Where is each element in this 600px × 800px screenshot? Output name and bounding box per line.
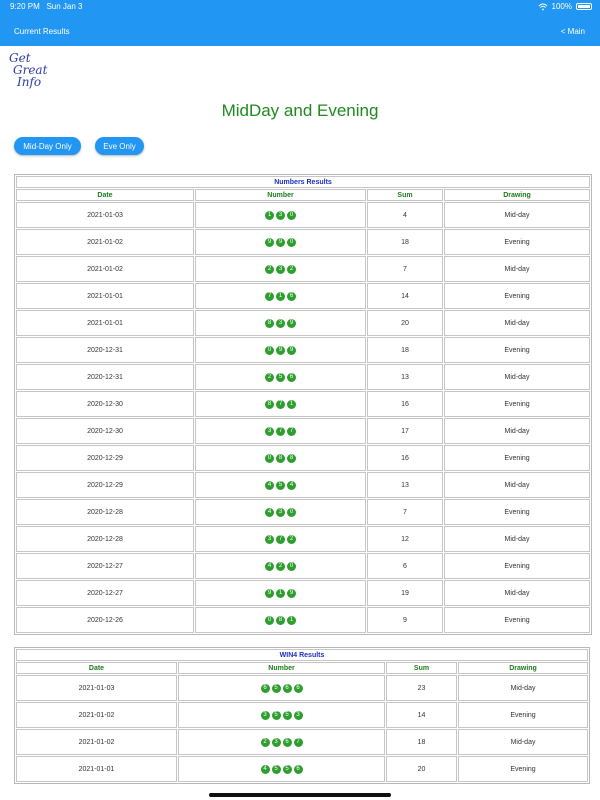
row-drawing: Mid-day [444,202,590,228]
row-sum: 13 [367,472,443,498]
row-date: 2021-01-01 [16,283,194,309]
row-drawing: Mid-day [458,675,588,701]
row-number [195,310,366,336]
row-number [195,418,366,444]
status-date: Sun Jan 3 [46,2,83,11]
row-date: 2021-01-02 [16,229,194,255]
number-ball: 7 [265,292,274,301]
table-row [16,391,590,417]
number-ball: 9 [287,589,296,598]
row-drawing: Mid-day [458,729,588,755]
logo-line-1: Get [9,51,31,65]
row-number [195,256,366,282]
number-ball: 3 [294,711,303,720]
number-ball: 6 [261,684,270,693]
row-sum: 16 [367,391,443,417]
table-row [16,364,590,390]
logo-line-2: Great [13,63,48,77]
number-ball: 4 [265,562,274,571]
row-number [195,337,366,363]
table-row [16,418,590,444]
home-indicator [209,793,391,797]
row-drawing: Evening [444,229,590,255]
table-row [16,472,590,498]
number-ball: 1 [276,589,285,598]
number-ball: 9 [265,589,274,598]
number-ball: 3 [265,427,274,436]
table-row [16,607,590,633]
table-row [16,499,590,525]
number-ball: 5 [272,684,281,693]
table-row [16,756,588,782]
row-date: 2021-01-01 [16,756,177,782]
number-ball: 5 [272,711,281,720]
status-right [538,2,592,11]
win4-results-table [14,647,590,784]
number-ball: 3 [265,535,274,544]
number-ball: 2 [287,535,296,544]
row-date: 2020-12-31 [16,364,194,390]
row-sum: 14 [367,283,443,309]
row-number [195,499,366,525]
number-ball: 3 [276,265,285,274]
row-date: 2021-01-02 [16,256,194,282]
number-ball: 2 [287,265,296,274]
table-row [16,229,590,255]
row-drawing: Evening [444,391,590,417]
row-number [178,729,385,755]
col-header-sum: Sum [367,189,443,201]
wifi-icon [538,3,548,11]
row-drawing: Mid-day [444,310,590,336]
number-ball: 2 [265,265,274,274]
row-date: 2020-12-29 [16,472,194,498]
row-drawing: Mid-day [444,580,590,606]
row-number [195,391,366,417]
row-drawing: Evening [458,702,588,728]
number-ball: 2 [265,373,274,382]
row-number [178,756,385,782]
row-drawing: Mid-day [444,364,590,390]
status-time-value: 9:20 PM [10,2,40,11]
battery-icon [576,3,592,10]
number-ball: 7 [276,535,285,544]
table-row [16,675,588,701]
row-number [195,445,366,471]
row-sum: 6 [367,553,443,579]
col-header-drawing: Drawing [458,662,588,674]
col-header-date: Date [16,662,177,674]
row-sum: 4 [367,202,443,228]
row-drawing: Mid-day [444,526,590,552]
number-ball: 6 [287,292,296,301]
row-drawing: Evening [444,607,590,633]
table-row [16,202,590,228]
table-row [16,445,590,471]
number-ball: 2 [261,738,270,747]
table-row [16,283,590,309]
row-number [195,580,366,606]
number-ball: 8 [276,616,285,625]
row-sum: 17 [367,418,443,444]
row-number [195,526,366,552]
nav-title: Current Results [14,27,70,36]
win4-caption: WIN4 Results [16,649,588,661]
col-header-sum: Sum [386,662,457,674]
row-number [178,675,385,701]
row-drawing: Evening [444,553,590,579]
number-ball: 1 [265,211,274,220]
number-ball: 7 [276,400,285,409]
table-row [16,580,590,606]
row-drawing: Mid-day [444,472,590,498]
number-ball: 9 [265,238,274,247]
table-row [16,337,590,363]
number-ball: 8 [287,454,296,463]
row-date: 2020-12-27 [16,580,194,606]
row-drawing: Evening [444,283,590,309]
row-drawing: Evening [458,756,588,782]
number-ball: 7 [294,738,303,747]
battery-percent: 100% [551,2,572,11]
number-ball: 5 [272,765,281,774]
row-date: 2020-12-28 [16,526,194,552]
logo-line-3: Info [17,75,42,89]
row-sum: 18 [367,229,443,255]
row-drawing: Evening [444,337,590,363]
row-date: 2020-12-26 [16,607,194,633]
status-time [10,2,83,11]
number-ball: 9 [287,319,296,328]
number-ball: 5 [276,481,285,490]
row-date: 2020-12-30 [16,418,194,444]
row-date: 2021-01-03 [16,202,194,228]
nav-bar [0,14,600,46]
row-sum: 13 [367,364,443,390]
table-row [16,553,590,579]
row-sum: 7 [367,499,443,525]
number-ball: 6 [283,738,292,747]
row-number [195,607,366,633]
row-date: 2020-12-28 [16,499,194,525]
eve-only-button[interactable]: Eve Only [95,137,144,155]
row-date: 2020-12-31 [16,337,194,363]
number-ball: 8 [276,454,285,463]
number-ball: 4 [265,481,274,490]
row-date: 2021-01-01 [16,310,194,336]
row-drawing: Evening [444,499,590,525]
number-ball: 0 [287,508,296,517]
number-ball: 7 [287,427,296,436]
col-header-number: Number [195,189,366,201]
row-number [195,283,366,309]
row-number [195,202,366,228]
row-sum: 18 [386,729,457,755]
number-ball: 6 [283,684,292,693]
number-ball: 3 [272,738,281,747]
number-ball: 0 [265,454,274,463]
number-ball: 0 [265,616,274,625]
row-date: 2020-12-30 [16,391,194,417]
row-sum: 19 [367,580,443,606]
number-ball: 9 [276,346,285,355]
table-row [16,526,590,552]
number-ball: 9 [276,238,285,247]
row-sum: 23 [386,675,457,701]
logo [9,52,49,92]
numbers-results-table [14,174,592,635]
number-ball: 9 [287,346,296,355]
row-date: 2020-12-27 [16,553,194,579]
number-ball: 6 [294,684,303,693]
number-ball: 7 [276,427,285,436]
row-sum: 12 [367,526,443,552]
number-ball: 4 [261,765,270,774]
number-ball: 0 [287,211,296,220]
number-ball: 5 [283,765,292,774]
number-ball: 3 [261,711,270,720]
row-sum: 20 [367,310,443,336]
row-number [195,553,366,579]
row-sum: 7 [367,256,443,282]
number-ball: 0 [265,346,274,355]
col-header-number: Number [178,662,385,674]
number-ball: 6 [294,765,303,774]
row-drawing: Evening [444,445,590,471]
row-sum: 16 [367,445,443,471]
number-ball: 4 [265,508,274,517]
table-row [16,310,590,336]
number-ball: 5 [283,711,292,720]
number-ball: 5 [276,373,285,382]
row-number [195,229,366,255]
col-header-date: Date [16,189,194,201]
row-number [195,472,366,498]
midday-only-button[interactable]: Mid-Day Only [14,137,81,155]
page-title: MidDay and Evening [221,101,379,120]
row-date: 2021-01-02 [16,729,177,755]
row-sum: 18 [367,337,443,363]
row-sum: 20 [386,756,457,782]
number-ball: 3 [276,508,285,517]
row-number [195,364,366,390]
number-ball: 8 [265,319,274,328]
number-ball: 8 [265,400,274,409]
number-ball: 3 [276,211,285,220]
row-drawing: Mid-day [444,256,590,282]
row-date: 2021-01-03 [16,675,177,701]
table-row [16,729,588,755]
number-ball: 3 [276,319,285,328]
number-ball: 0 [287,238,296,247]
row-date: 2020-12-29 [16,445,194,471]
number-ball: 2 [276,562,285,571]
number-ball: 1 [287,616,296,625]
table-row [16,702,588,728]
row-sum: 9 [367,607,443,633]
main-back-button[interactable]: < Main [560,27,585,36]
number-ball: 6 [287,373,296,382]
table-row [16,256,590,282]
row-number [178,702,385,728]
number-ball: 1 [276,292,285,301]
row-sum: 14 [386,702,457,728]
numbers-caption: Numbers Results [16,176,590,188]
col-header-drawing: Drawing [444,189,590,201]
number-ball: 0 [287,562,296,571]
number-ball: 1 [287,400,296,409]
row-date: 2021-01-02 [16,702,177,728]
number-ball: 4 [287,481,296,490]
status-bar [0,0,600,14]
row-drawing: Mid-day [444,418,590,444]
